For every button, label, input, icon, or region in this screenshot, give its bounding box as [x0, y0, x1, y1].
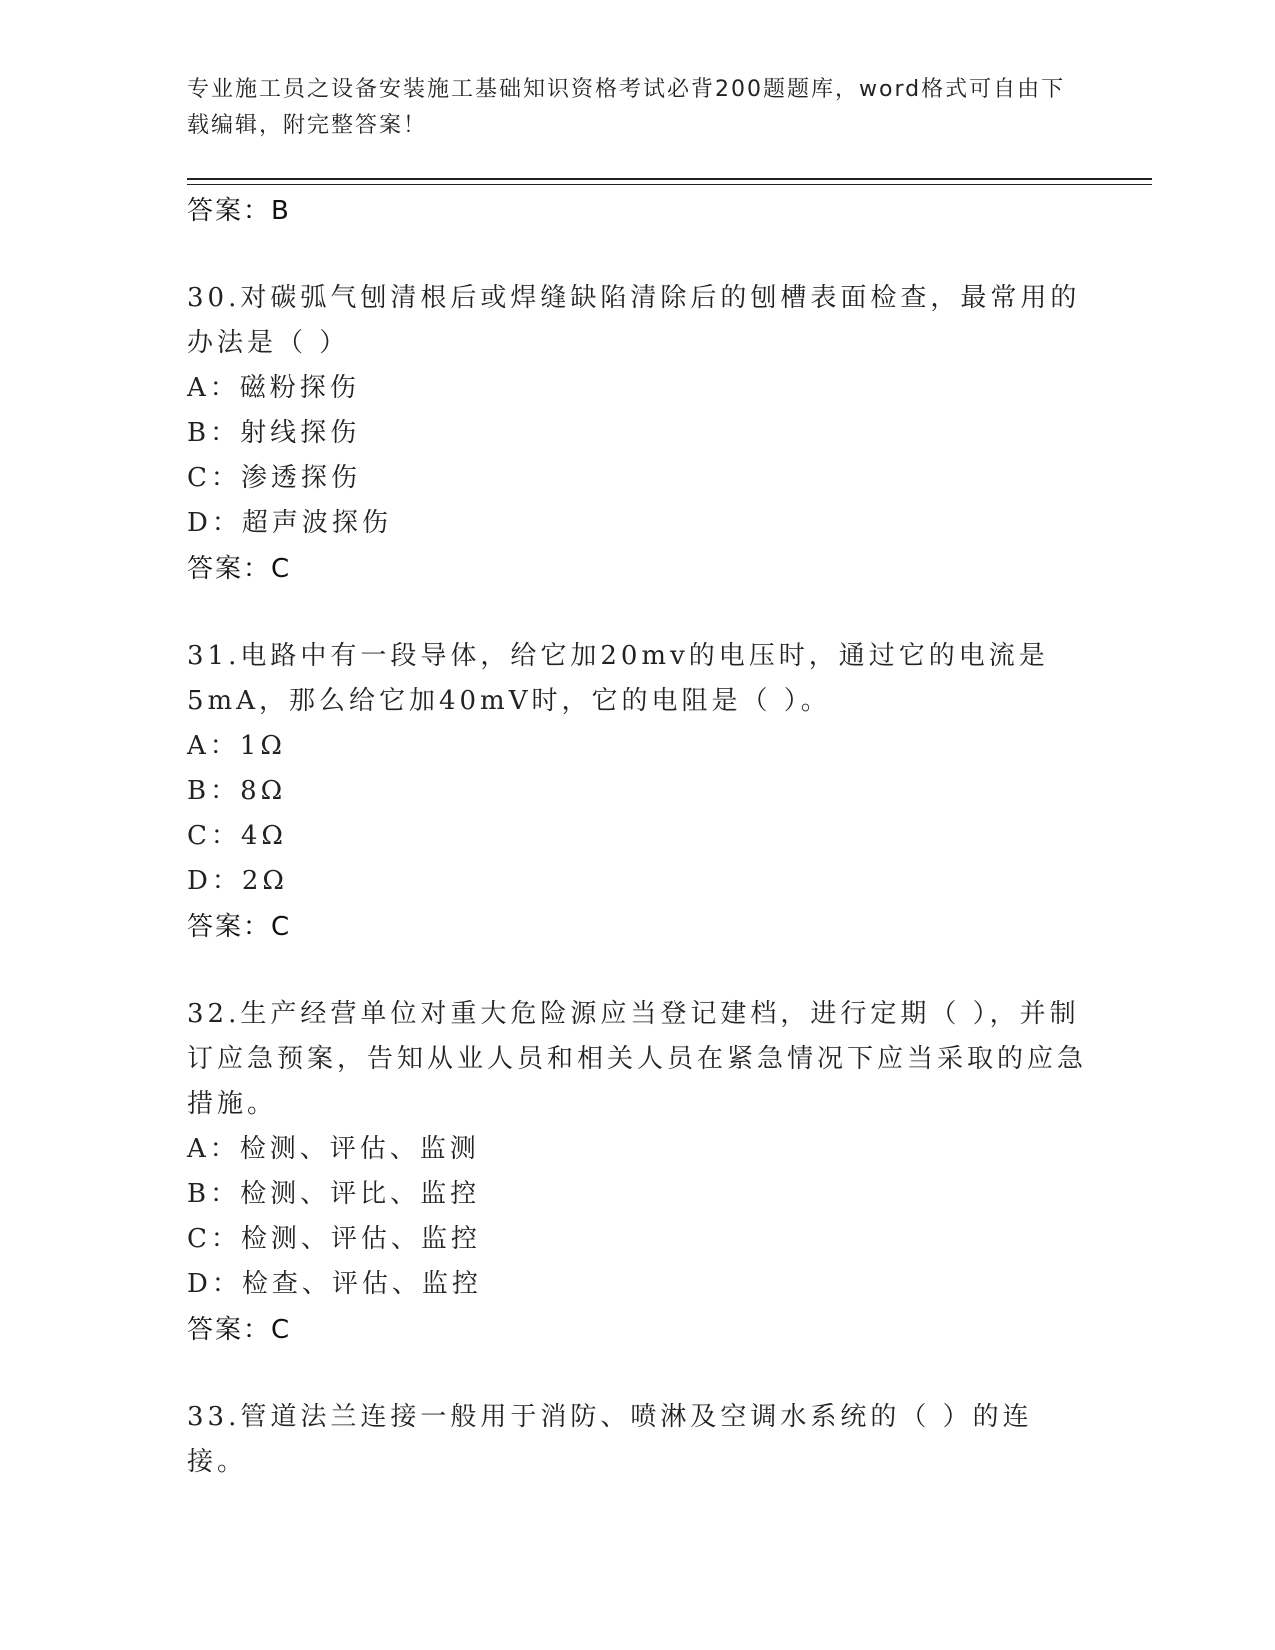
document-content — [187, 188, 1087, 1485]
question-32 — [187, 992, 1087, 1353]
option-c: C：检测、评估、监控 — [187, 1224, 481, 1254]
option-b: B：射线探伤 — [187, 418, 361, 448]
question-33 — [187, 1395, 1087, 1485]
option-d: D：检查、评估、监控 — [187, 1269, 482, 1299]
option-a: A：磁粉探伤 — [187, 373, 360, 403]
option-c: C：4Ω — [187, 821, 287, 851]
answer: 答案：C — [187, 1315, 292, 1345]
option-d: D：超声波探伤 — [187, 508, 392, 538]
option-b: B：8Ω — [187, 776, 287, 806]
question-30 — [187, 276, 1087, 592]
option-a: A：检测、评估、监测 — [187, 1134, 480, 1164]
page-header: 专业施工员之设备安装施工基础知识资格考试必背200题题库，word格式可自由下载编辑，附完整答案！ — [187, 77, 1066, 138]
answer: 答案：C — [187, 554, 292, 584]
option-b: B：检测、评比、监控 — [187, 1179, 481, 1209]
option-c: C：渗透探伤 — [187, 463, 361, 493]
previous-answer: 答案：B — [187, 196, 291, 226]
question-text: 32.生产经营单位对重大危险源应当登记建档，进行定期（ ），并制订应急预案，告知从业人员和相关人员在紧急情况下应当采取的应急措施。 — [187, 999, 1088, 1119]
answer: 答案：C — [187, 912, 292, 942]
header-rule-thin — [187, 184, 1152, 185]
header-rule-thick — [187, 178, 1152, 180]
option-a: A：1Ω — [187, 731, 286, 761]
question-text: 33.管道法兰连接一般用于消防、喷淋及空调水系统的（ ）的连接。 — [187, 1402, 1033, 1477]
question-text: 30.对碳弧气刨清根后或焊缝缺陷清除后的刨槽表面检查，最常用的办法是（ ） — [187, 283, 1081, 358]
option-d: D：2Ω — [187, 866, 288, 896]
question-31 — [187, 634, 1087, 950]
question-text: 31.电路中有一段导体，给它加20mv的电压时，通过它的电流是5mA，那么给它加40mV时，它的电阻是（ ）。 — [187, 641, 1049, 716]
